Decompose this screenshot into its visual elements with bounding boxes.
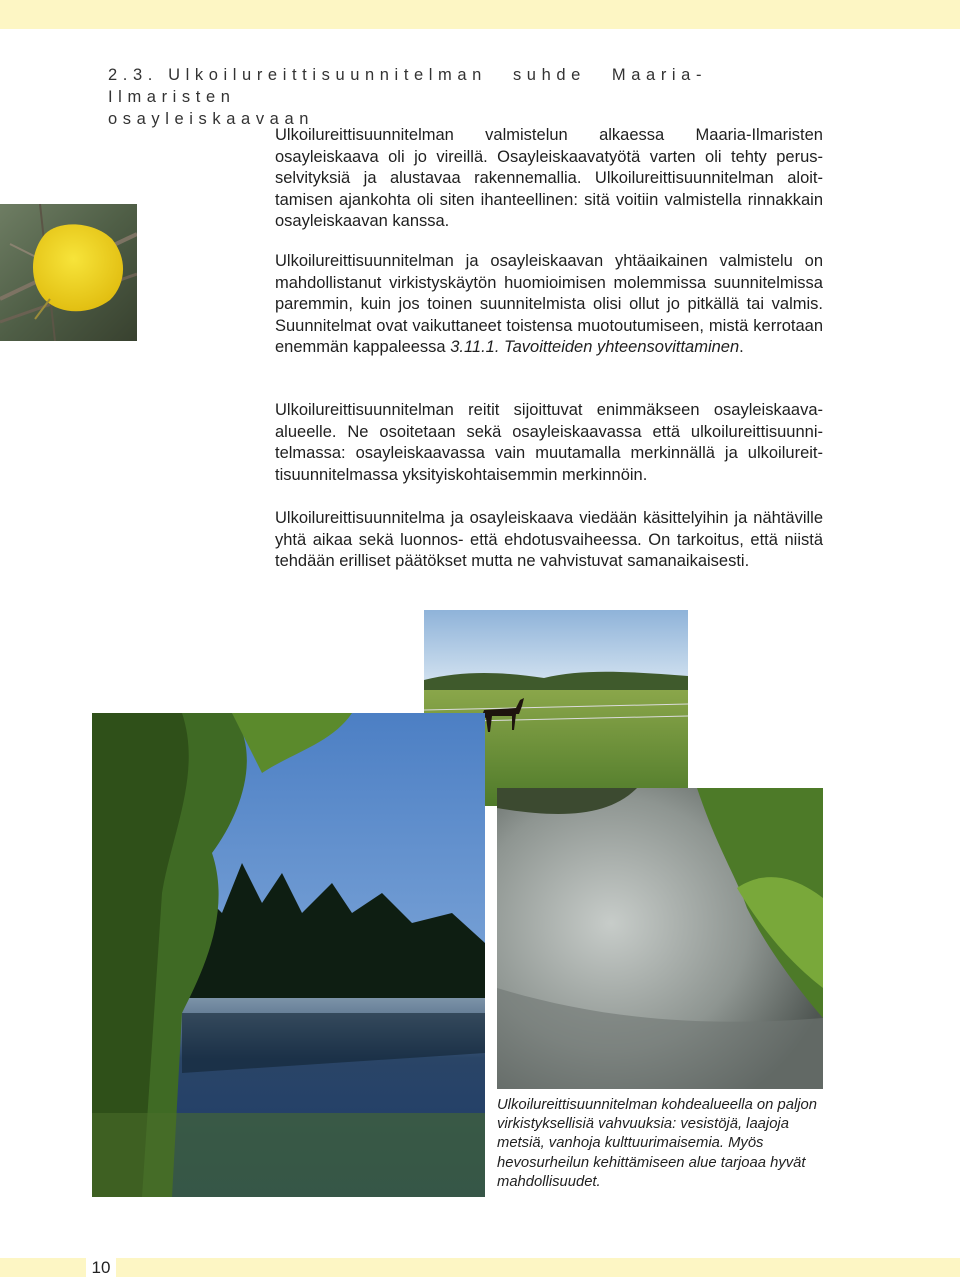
heading-line-1 <box>108 64 828 108</box>
section-heading <box>108 64 828 130</box>
heading-right: Maaria-Ilmaristen <box>108 66 708 106</box>
paragraph-2-end: . <box>739 338 744 356</box>
misty-water-image <box>497 788 823 1089</box>
paragraph-1: Ulkoilureittisuunnitelman valmistelun alkaessa Maaria-Ilmaristen osayleiskaava oli jo vireillä. Osayleiskaavatyötä varten oli tehty perusselvityksiä ja alustavaa rakennemallia. Ulkoilureittisuunnitelman aloittamisen ajankohta oli siten ihanteellinen: sitä voitiin valmistella rinnakkain osayleiskaavan kanssa. <box>275 126 823 230</box>
forest-lake-image <box>92 713 485 1197</box>
heading-mid: suhde <box>512 66 586 84</box>
heading-left: 2.3. Ulkoilureittisuunnitelman <box>108 66 487 84</box>
misty-water-photo <box>497 788 823 1089</box>
top-color-band <box>0 0 960 29</box>
paragraph-4: Ulkoilureittisuunnitelma ja osayleiskaava viedään käsittelyihin ja nähtäville yhtä aikaa sekä luonnos- että ehdotusvaiheessa. On tarkoitus, että niistä tehdään erilliset päätökset mutta ne vahvistuvat samanaikaisesti. <box>275 509 823 570</box>
paragraph-2 <box>275 251 823 359</box>
paragraph-3: Ulkoilureittisuunnitelman reitit sijoittuvat enimmäkseen osayleiskaava-alueelle. Ne osoitetaan sekä osayleiskaavassa että ulkoilureittisuunnitelmassa: osayleiskaavassa vain muutamalla merkinnällä ja ulkoilureittisuunnitelmassa yksityiskohtaisemmin merkinnöin. <box>275 401 823 484</box>
section-reference: 3.11.1. Tavoitteiden yhteensovittaminen <box>450 338 740 356</box>
bottom-color-band <box>0 1258 960 1277</box>
autumn-leaf-image <box>0 204 137 341</box>
forest-lake-photo <box>92 713 485 1197</box>
paragraph-2-main: Ulkoilureittisuunnitelman ja osayleiskaavan yhtäaikainen valmistelu on mahdollistanut virkistyskäytön huomioimisen molemmissa suunnitelmissa paremmin, kuin jos toinen suunnitelmista olisi ollut jo pitkällä tai valmis. Suunnitelmat ovat vaikuttaneet toistensa muotoutumiseen, mistä kerrotaan enemmän kappaleessa <box>275 252 823 356</box>
page-number: 10 <box>86 1258 116 1277</box>
autumn-leaf-photo <box>0 204 137 341</box>
photo-caption: Ulkoilureittisuunnitelman kohdealueella on paljon virkistyksellisiä vahvuuksia: vesistöjä, laajoja metsiä, vanhoja kulttuurimaisemia. Myös hevosurheilun kehittämiseen alue tarjoaa hyvät mahdollisuudet. <box>497 1097 817 1190</box>
heading-line-2: osayleiskaavaan <box>108 110 314 128</box>
